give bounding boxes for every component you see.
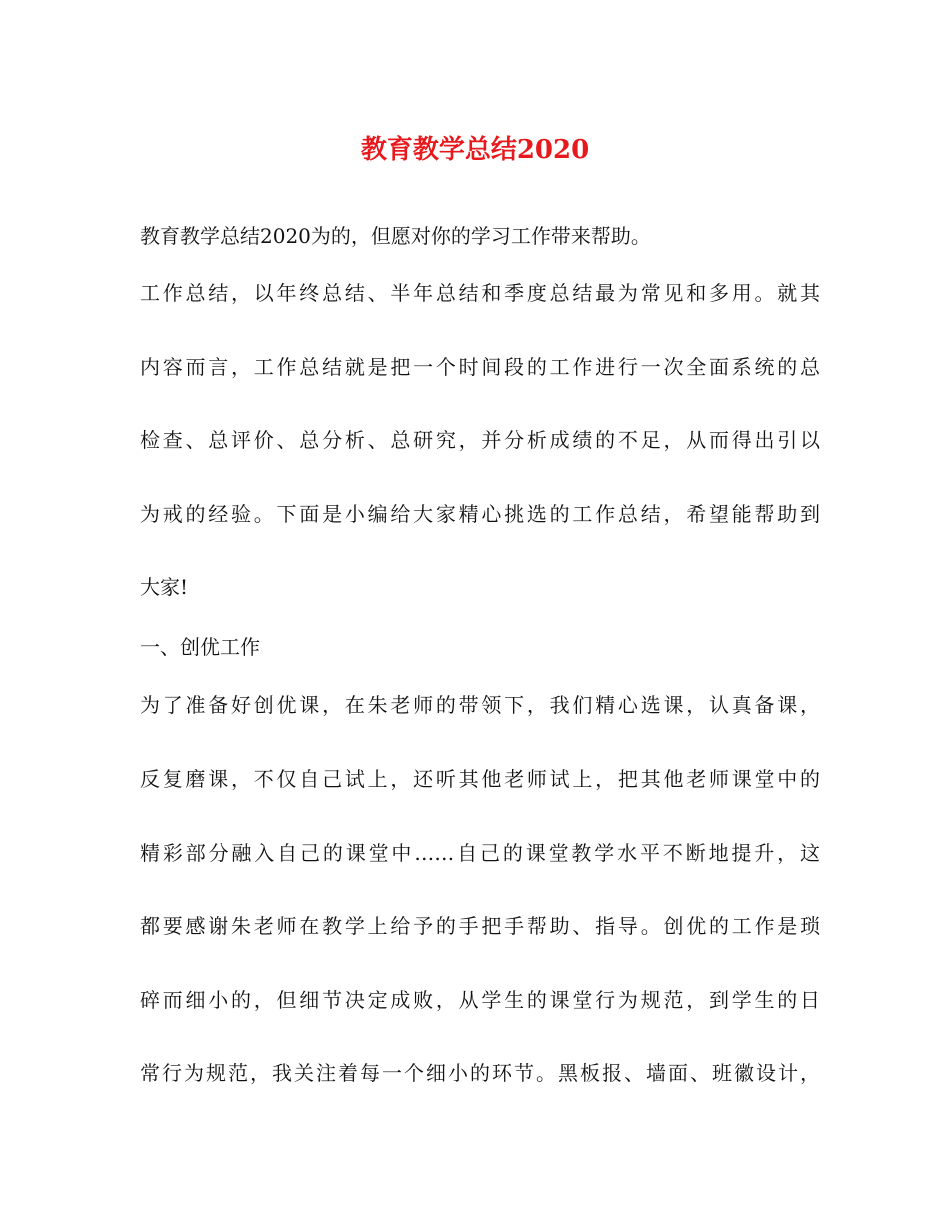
paragraph2-line-4: 都要感谢朱老师在教学上给予的手把手帮助、指导。创优的工作是琐 [140,914,820,938]
paragraph2-line-6: 常行为规范，我关注着每一个细小的环节。黑板报、墙面、班徽设计， [140,1061,820,1085]
document-title: 教育教学总结2020 [360,135,590,165]
paragraph1-line-5: 大家! [140,575,189,599]
intro-line: 教育教学总结2020为的，但愿对你的学习工作带来帮助。 [140,224,651,248]
paragraph2-line-3: 精彩部分融入自己的课堂中……自己的课堂教学水平不断地提升，这 [140,841,820,865]
paragraph2-line-2: 反复磨课，不仅自己试上，还听其他老师试上，把其他老师课堂中的 [140,767,820,791]
section1-heading: 一、创优工作 [140,635,260,659]
paragraph1-line-4: 为戒的经验。下面是小编给大家精心挑选的工作总结，希望能帮助到 [140,502,820,526]
paragraph1-line-3: 检查、总评价、总分析、总研究，并分析成绩的不足，从而得出引以 [140,428,820,452]
paragraph1-line-2: 内容而言，工作总结就是把一个时间段的工作进行一次全面系统的总 [140,355,820,379]
paragraph1-line-1: 工作总结，以年终总结、半年总结和季度总结最为常见和多用。就其 [140,281,820,305]
paragraph2-line-5: 碎而细小的，但细节决定成败，从学生的课堂行为规范，到学生的日 [140,988,820,1012]
paragraph2-line-1: 为了准备好创优课，在朱老师的带领下，我们精心选课，认真备课， [140,693,820,717]
